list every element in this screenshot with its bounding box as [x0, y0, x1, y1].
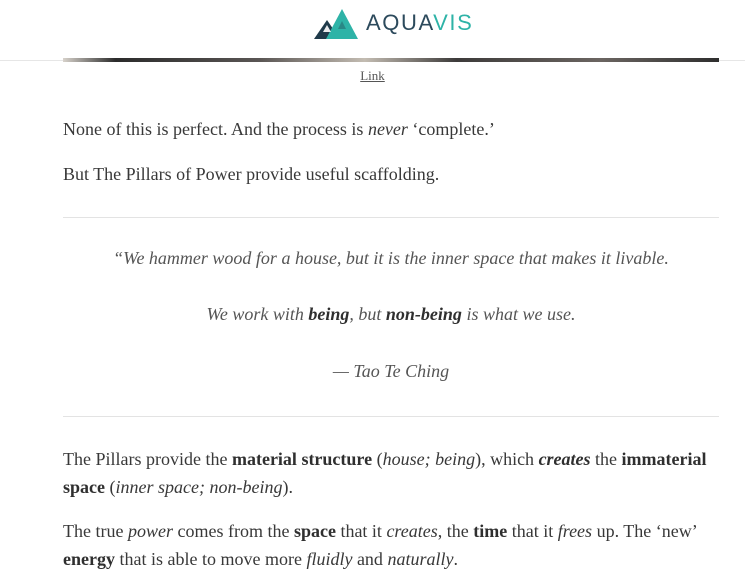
text-span: We work with [206, 304, 309, 324]
emphasis-inner-space: inner space; non-being [115, 477, 283, 497]
text-span: the [590, 449, 622, 469]
quote-attribution: — Tao Te Ching [332, 361, 450, 381]
text-span: , the [437, 521, 474, 541]
emphasis-creates: creates [386, 521, 438, 541]
paragraph-imperfect [63, 115, 719, 143]
text-span: The true [63, 521, 128, 541]
text-span: ‘complete.’ [407, 119, 495, 139]
quote-line-2 [63, 304, 719, 325]
divider [63, 416, 719, 417]
emphasis-frees: frees [557, 521, 593, 541]
text-span: ( [372, 449, 383, 469]
text-span: . [453, 549, 458, 569]
text-span: is what we use. [461, 304, 576, 324]
mountain-logo-icon [314, 5, 358, 39]
emphasis-being: being [308, 304, 350, 324]
site-header [0, 0, 745, 61]
emphasis-house-being: house; being [382, 449, 476, 469]
emphasis-never: never [367, 119, 408, 139]
site-logo[interactable] [314, 4, 473, 40]
text-span: ), which [475, 449, 539, 469]
text-span: up. The ‘new’ [592, 521, 697, 541]
emphasis-space: space [293, 521, 336, 541]
image-caption-link[interactable]: Link [360, 68, 385, 83]
text-span: ). [282, 477, 293, 497]
paragraph-true-power [63, 517, 719, 573]
emphasis-time: time [473, 521, 508, 541]
paragraph-scaffolding: But The Pillars of Power provide useful scaffolding. [63, 164, 440, 184]
emphasis-creates: creates [538, 449, 591, 469]
text-span: that it [507, 521, 558, 541]
text-span: The Pillars provide the [63, 449, 232, 469]
emphasis-energy: energy [63, 549, 115, 569]
text-span: that is able to move more [114, 549, 307, 569]
emphasis-naturally: naturally [387, 549, 454, 569]
brand-name-part1: AQUA [366, 10, 434, 35]
text-span: None of this is perfect. And the process is [63, 119, 368, 139]
emphasis-fluidly: fluidly [306, 549, 353, 569]
text-span: comes from the [172, 521, 294, 541]
divider [63, 217, 719, 218]
text-span: ( [105, 477, 116, 497]
paragraph-pillars-structure [63, 445, 719, 501]
emphasis-non-being: non-being [385, 304, 462, 324]
text-span: that it [335, 521, 387, 541]
emphasis-material-structure: material structure [231, 449, 373, 469]
brand-name [366, 10, 473, 36]
text-span: , but [349, 304, 386, 324]
brand-name-part2: VIS [433, 10, 474, 35]
text-span: and [352, 549, 388, 569]
emphasis-power: power [127, 521, 173, 541]
article-image-bottom-edge [63, 58, 719, 62]
quote-line-1: “We hammer wood for a house, but it is the inner space that makes it livable. [113, 248, 669, 268]
emphasis-immaterial-space: immaterial space [63, 449, 707, 497]
